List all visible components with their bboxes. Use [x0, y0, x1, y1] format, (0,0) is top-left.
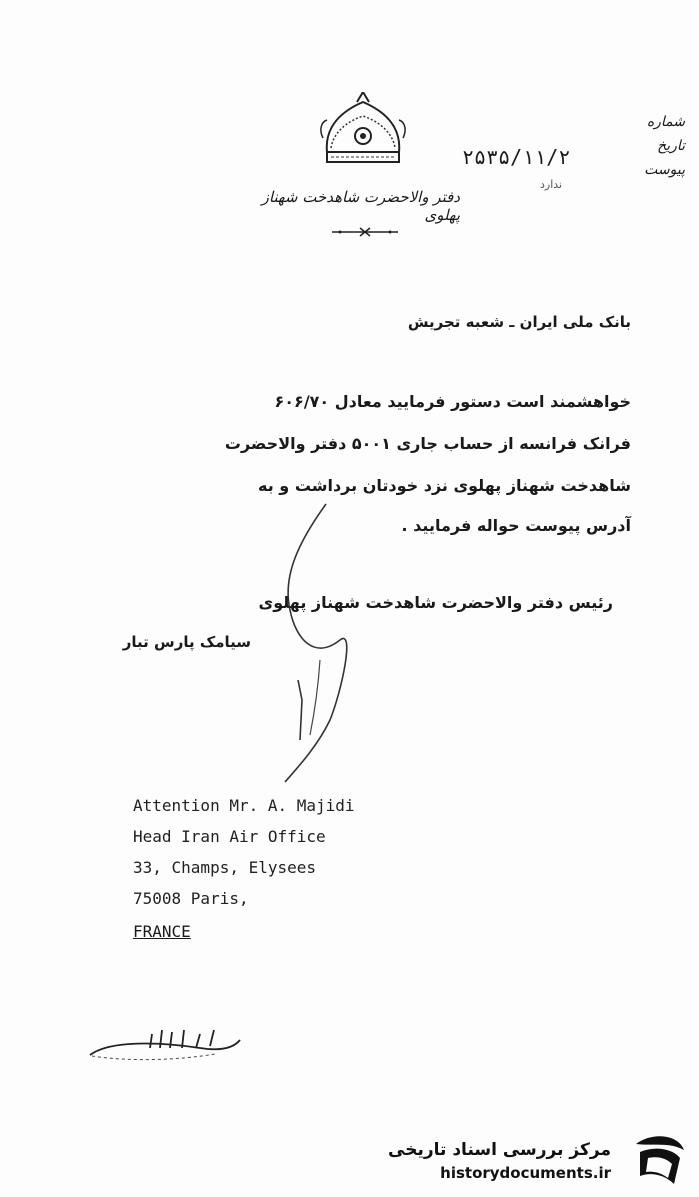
body-line: خواهشمند است دستور فرمایید معادل ۶۰۶/۷۰: [274, 392, 631, 411]
date-value: ۲۵۳۵/۱۱/۲: [462, 145, 571, 169]
address-line: Head Iran Air Office: [133, 827, 326, 846]
crown-emblem-icon: [317, 92, 409, 170]
attachment-label: پیوست: [644, 162, 685, 178]
body-line: آدرس پیوست حواله فرمایید .: [401, 516, 631, 535]
office-name: دفتر والاحضرت شاهدخت شهناز پهلوی: [261, 188, 460, 224]
body-line: شاهدخت شهناز پهلوی نزد خودتان برداشت و به: [258, 476, 631, 495]
header-labels: [565, 110, 685, 182]
address-line: 75008 Paris,: [133, 889, 249, 908]
address-line: 33, Champs, Elysees: [133, 858, 317, 877]
archive-logo: [388, 1140, 611, 1182]
addressee: بانک ملی ایران ـ شعبه تجریش: [407, 313, 631, 331]
address-country: FRANCE: [133, 922, 191, 941]
address-line: Attention Mr. A. Majidi: [133, 796, 355, 815]
archive-logo-icon: [630, 1132, 688, 1190]
ornament-divider-icon: [330, 226, 400, 238]
attachment-value: ندارد: [540, 178, 563, 191]
signatory-title: رئیس دفتر والاحضرت شاهدخت شهناز پهلوی: [258, 593, 613, 612]
address-block: [133, 790, 355, 914]
date-label: تاریخ: [657, 138, 685, 154]
number-label: شماره: [646, 114, 685, 130]
archive-name: مرکز بررسی اسناد تاریخی: [388, 1140, 611, 1160]
archive-url: historydocuments.ir: [440, 1164, 611, 1182]
body-line: فرانک فرانسه از حساب جاری ۵۰۰۱ دفتر والاحضرت: [224, 434, 631, 453]
signatory-name: سیامک پارس تبار: [122, 633, 251, 651]
